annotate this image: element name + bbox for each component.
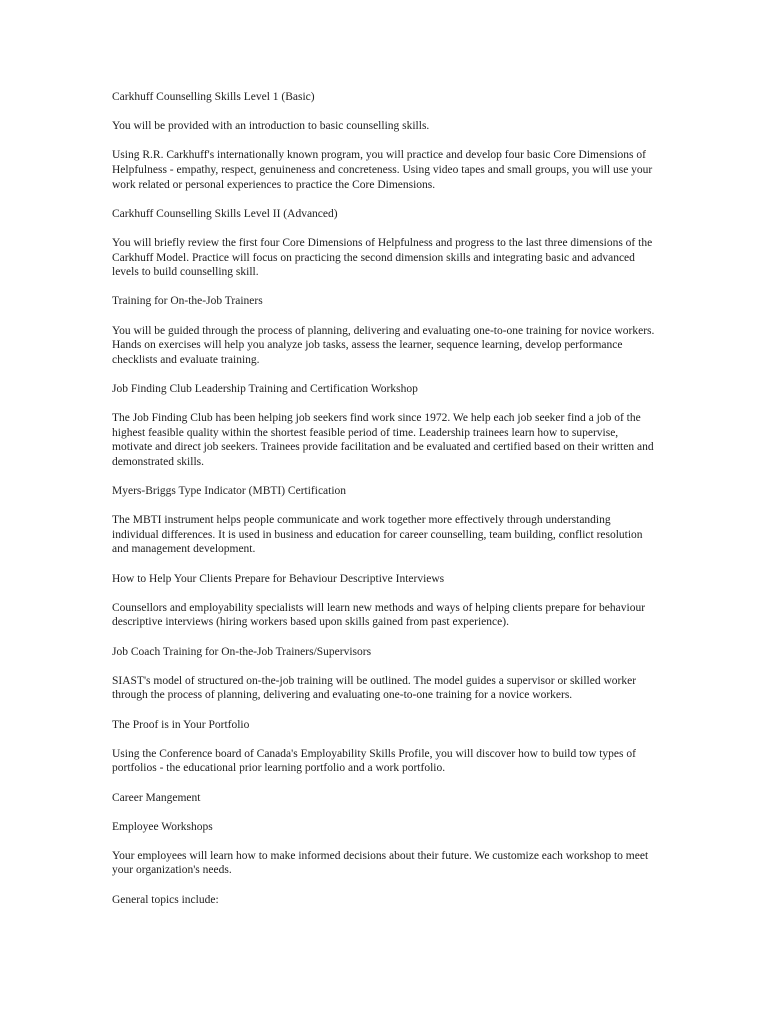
paragraph-behaviour-interviews: Counsellors and employability specialists will learn new methods and ways of helping clients prepare for behaviour descriptive interviews (hiring workers based upon skills gained from past experience).	[112, 601, 646, 629]
paragraph-job-finding-club: The Job Finding Club has been helping job seekers find work since 1972. We help each job seeker find a job of the highest feasible quality within the shortest feasible period of time. Leadership trainees learn how to supervise, motivate and direct job seekers. Trainees provide facilitation and be evaluated and certified based on their written and demonstrated skills.	[112, 412, 654, 468]
paragraph-mbti: The MBTI instrument helps people communicate and work together more effectively through understanding individual differences. It is used in business and education for career counselling, team building, conflict resolution and management development.	[112, 514, 643, 556]
paragraph-portfolio: Using the Conference board of Canada's Employability Skills Profile, you will discover how to build tow types of portfolios - the educational prior learning portfolio and a work portfolio.	[112, 747, 636, 775]
paragraph-intro-counselling: You will be provided with an introduction to basic counselling skills.	[112, 120, 430, 133]
paragraph-carkhuff-advanced: You will briefly review the first four Core Dimensions of Helpfulness and progress to the last three dimensions of the Carkhuff Model. Practice will focus on practicing the second dimension skills and integrating basic and advanced levels to build counselling skill.	[112, 236, 653, 279]
section-heading-job-finding-club: Job Finding Club Leadership Training and Certification Workshop	[112, 382, 418, 395]
paragraph-employee-workshops: Your employees will learn how to make informed decisions about their future. We customize each workshop to meet your organization's needs.	[112, 849, 649, 877]
section-heading-carkhuff-basic: Carkhuff Counselling Skills Level 1 (Basic)	[112, 91, 315, 103]
section-heading-mbti: Myers-Briggs Type Indicator (MBTI) Certification	[112, 485, 347, 498]
section-heading-job-coach: Job Coach Training for On-the-Job Trainers/Supervisors	[112, 645, 372, 658]
section-heading-behaviour-interviews: How to Help Your Clients Prepare for Behaviour Descriptive Interviews	[112, 572, 445, 585]
section-heading-general-topics: General topics include:	[112, 893, 219, 906]
section-heading-employee-workshops: Employee Workshops	[112, 820, 213, 833]
section-heading-carkhuff-advanced: Carkhuff Counselling Skills Level II (Advanced)	[112, 207, 338, 220]
section-heading-career-management: Career Mangement	[112, 791, 201, 804]
section-heading-on-the-job-trainers: Training for On-the-Job Trainers	[112, 295, 263, 308]
paragraph-carkhuff-basic: Using R.R. Carkhuff's internationally known program, you will practice and develop four basic Core Dimensions of Helpfulness - empathy, respect, genuineness and concreteness. Using video tapes and small groups, you will use your work related or personal experiences to practice the Core Dimensions.	[112, 149, 653, 191]
paragraph-job-coach: SIAST's model of structured on-the-job training will be outlined. The model guides a supervisor or skilled worker through the process of planning, delivering and evaluating one-to-one training for a novice workers.	[112, 674, 637, 702]
section-heading-portfolio: The Proof is in Your Portfolio	[112, 718, 250, 731]
paragraph-on-the-job-trainers: You will be guided through the process of planning, delivering and evaluating one-to-one training for novice workers. Hands on exercises will help you analyze job tasks, assess the learner, sequence learning, develop performance checklists and evaluate training.	[112, 324, 655, 366]
document-page	[112, 90, 657, 922]
